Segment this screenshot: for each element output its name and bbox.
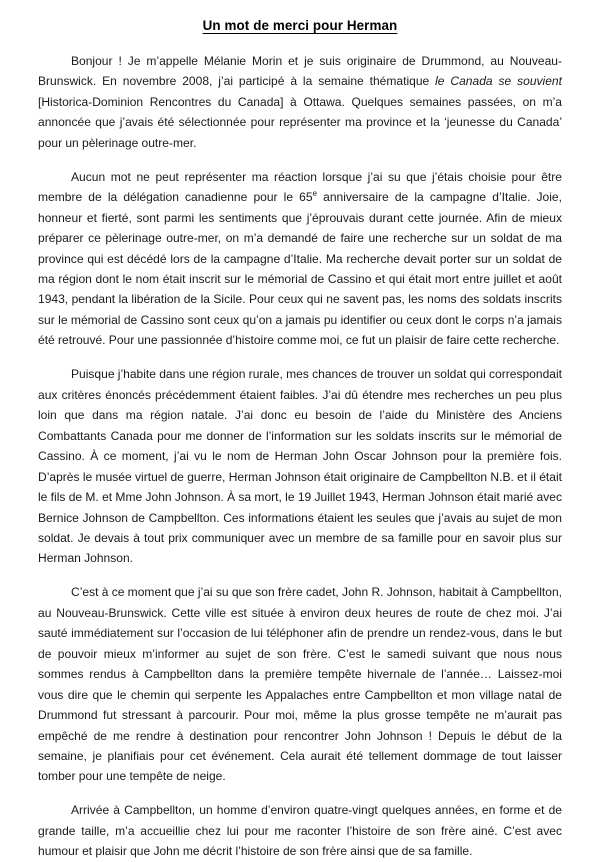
text-run: C’est à ce moment que j’ai su que son frère cadet, John R. Johnson, habitait à Campbellton, au Nouveau-Brunswick. Cette ville est située à environ deux heures de route de chez moi. J’ai sauté immédiatement sur l’occasion de lui téléphoner afin de prendre un rendez-vous, dans le but de pouvoir mieux m’informer au sujet de son frère. C’est le samedi suivant que nous nous sommes rendus à Campbellton dans la première tempête hivernale de l’année… Laissez-moi vous dire que le chemin qui serpente les Appalaches entre Campbellton et mon village natal de Drummond fut stressant à parcourir. Pour moi, même la plus grosse tempête ne m’aurait pas empêché de me rendre à destination pour rencontrer John Johnson ! Depuis le début de la semaine, je planifiais pour cet événement. Cela aurait été tellement dommage de tout laisser tomber pour une tempête de neige.: [38, 585, 562, 784]
paragraph: [38, 51, 562, 153]
page-title: Un mot de merci pour Herman: [202, 18, 398, 33]
text-run: Bonjour ! Je m’appelle Mélanie Morin et je suis originaire de Drummond, au Nouveau-Brunswick. En novembre 2008, j’ai participé à la semaine thématique: [38, 54, 562, 89]
paragraph: [38, 800, 562, 861]
text-run: Arrivée à Campbellton, un homme d’environ quatre-vingt quelques années, en forme et de grande taille, m’a accueillie chez lui pour me raconter l’histoire de son frère ainé. C’est avec humour et plaisir que John me décrit l’histoire de son frère ainsi que de sa famille.: [38, 803, 562, 859]
document-body: [38, 33, 562, 862]
paragraph: [38, 582, 562, 787]
ordinal-superscript: e: [312, 189, 317, 199]
text-run: [Historica-Dominion Rencontres du Canada] à Ottawa. Quelques semaines passées, on m’a annoncée que j’avais été sélectionnée pour représenter ma province et la ‘jeunesse du Canada’ pour un pèlerinage outre-mer.: [38, 94, 562, 150]
text-run: anniversaire de la campagne d’Italie. Joie, honneur et fierté, sont parmi les sentiments que j’éprouvais durant cette journée. Afin de mieux préparer ce pèlerinage outre-mer, on m’a demandé de faire une recherche sur un soldat de ma province qui est décédé lors de la campagne d’Italie. Ma recherche devait porter sur un soldat de ma région dont le nom était inscrit sur le mémorial de Cassino et qui était mort entre juillet et août 1943, pendant la libération de la Sicile. Pour ceux qui ne savent pas, les noms des soldats inscrits sur le mémorial de Cassino sont ceux qu’on a jamais pu identifier ou ceux dont le corps n’a jamais été retrouvé. Pour une passionnée d’histoire comme moi, ce fut un plaisir de faire cette recherche.: [38, 190, 562, 348]
text-run: Aucun mot ne peut représenter ma réaction lorsque j’ai su que j’étais choisie pour être membre de la délégation canadienne pour le 65: [38, 169, 562, 205]
paragraph: [38, 167, 562, 351]
paragraph: [38, 364, 562, 569]
text-run: Puisque j’habite dans une région rurale, mes chances de trouver un soldat qui correspondait aux critères énoncés précédemment étaient faibles. J’ai dû étendre mes recherches un peu plus loin que dans ma région natale. J’ai donc eu besoin de l’aide du Ministère des Anciens Combattants Canada pour me donner de l’information sur les soldats inscrits sur le mémorial de Cassino. À ce moment, j’ai vu le nom de Herman John Oscar Johnson pour la première fois. D’après le musée virtuel de guerre, Herman Johnson était originaire de Campbellton N.B. et il était le fils de M. et Mme John Johnson. À sa mort, le 19 Juillet 1943, Herman Johnson était marié avec Bernice Johnson de Campbellton. Ces informations étaient les seules que j’avais au sujet de mon soldat. Je devais à tout prix communiquer avec un membre de sa famille pour en savoir plus sur Herman Johnson.: [38, 367, 562, 566]
italic-run: le Canada se souvient: [435, 74, 562, 89]
